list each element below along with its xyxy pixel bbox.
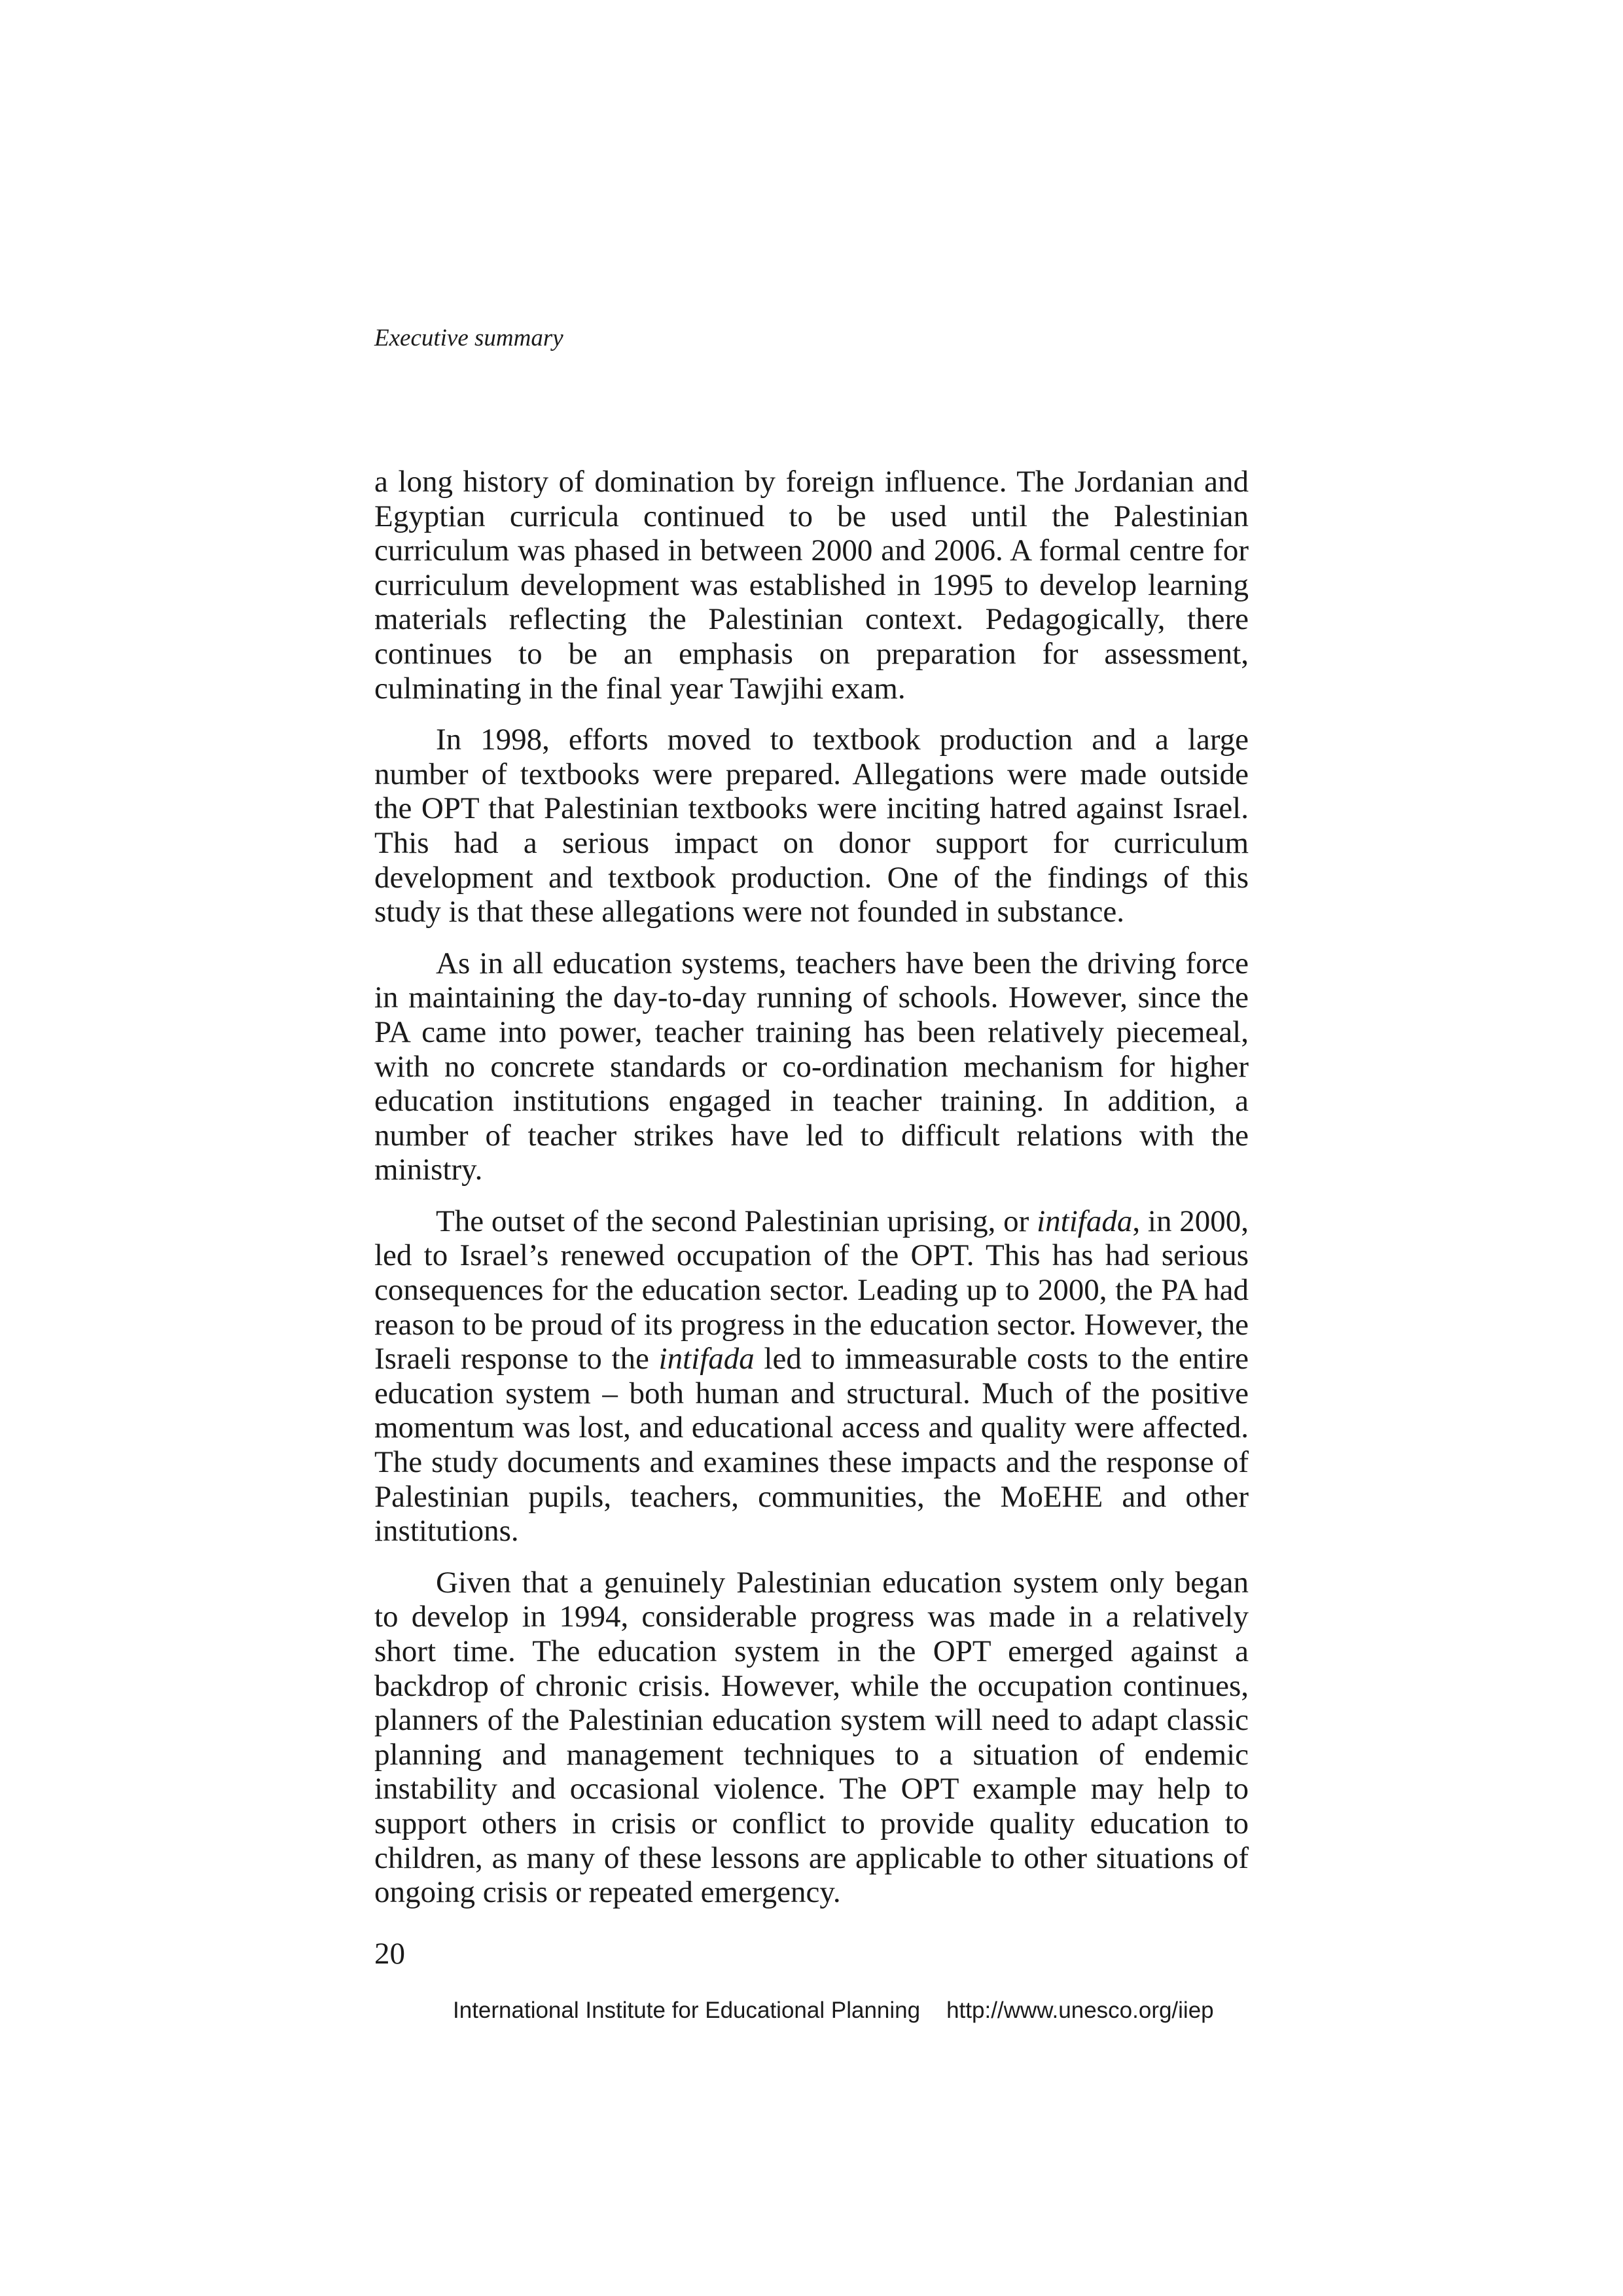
paragraph-5: Given that a genuinely Palestinian education system only began to develop in 1994, considerable progress was made in a relatively short time. The education system in the OPT emerged against a backdrop of chronic crisis. However, while the occupation continues, planners of the Palestinian education system will need to adapt classic planning and management techniques to a situation of endemic instability and occasional violence. The OPT example may help to support others in crisis or conflict to provide quality education to children, as many of these lessons are applicable to other situations of ongoing crisis or repeated emergency. [374, 1565, 1249, 1910]
paragraph-1: a long history of domination by foreign influence. The Jordanian and Egyptian curricula continued to be used until the Palestinian curriculum was phased in between 2000 and 2006. A formal centre for curriculum development was established in 1995 to develop learning materials reflecting the Palestinian context. Pedagogically, there continues to be an emphasis on preparation for assessment, culminating in the final year Tawjihi exam. [374, 465, 1249, 706]
footer-institution: International Institute for Educational Planning [453, 1998, 921, 2023]
running-head: Executive summary [374, 325, 563, 351]
paragraph-3: As in all education systems, teachers have been the driving force in maintaining the day-to-day running of schools. However, since the PA came into power, teacher training has been relatively piecemeal, with no concrete standards or co-ordination mechanism for higher education institutions engaged in teacher training. In addition, a number of teacher strikes have led to difficult relations with the ministry. [374, 946, 1249, 1187]
footer [453, 1996, 1214, 2025]
page-number: 20 [374, 1937, 405, 1971]
paragraph-4 [374, 1204, 1249, 1549]
intifada-term-2: intifada [658, 1342, 755, 1376]
paragraph-2: In 1998, efforts moved to textbook production and a large number of textbooks were prepared. Allegations were made outside the OPT that Palestinian textbooks were inciting hatred against Israel. This had a serious impact on donor support for curriculum development and textbook production. One of the findings of this study is that these allegations were not founded in substance. [374, 723, 1249, 929]
paragraph-4-text-3: led to immeasurable costs to the entire education system – both human and structural. Much of the positive momentum was lost, and educational access and quality were affected. The study documents and examines these impacts and the response of Palestinian pupils, teachers, communities, the MoEHE and other institutions. [374, 1342, 1249, 1549]
paragraph-4-text-2: , in 2000, led to Israel’s renewed occupation of the OPT. This has had serious consequences for the education sector. Leading up to 2000, the PA had reason to be proud of its progress in the education sector. However, the Israeli response to the [374, 1204, 1249, 1376]
footer-url[interactable]: http://www.unesco.org/iiep [946, 1998, 1214, 2023]
intifada-term-1: intifada [1037, 1204, 1133, 1238]
paragraph-4-text-1: The outset of the second Palestinian uprising, or [436, 1204, 1037, 1238]
body-text [374, 465, 1249, 1927]
